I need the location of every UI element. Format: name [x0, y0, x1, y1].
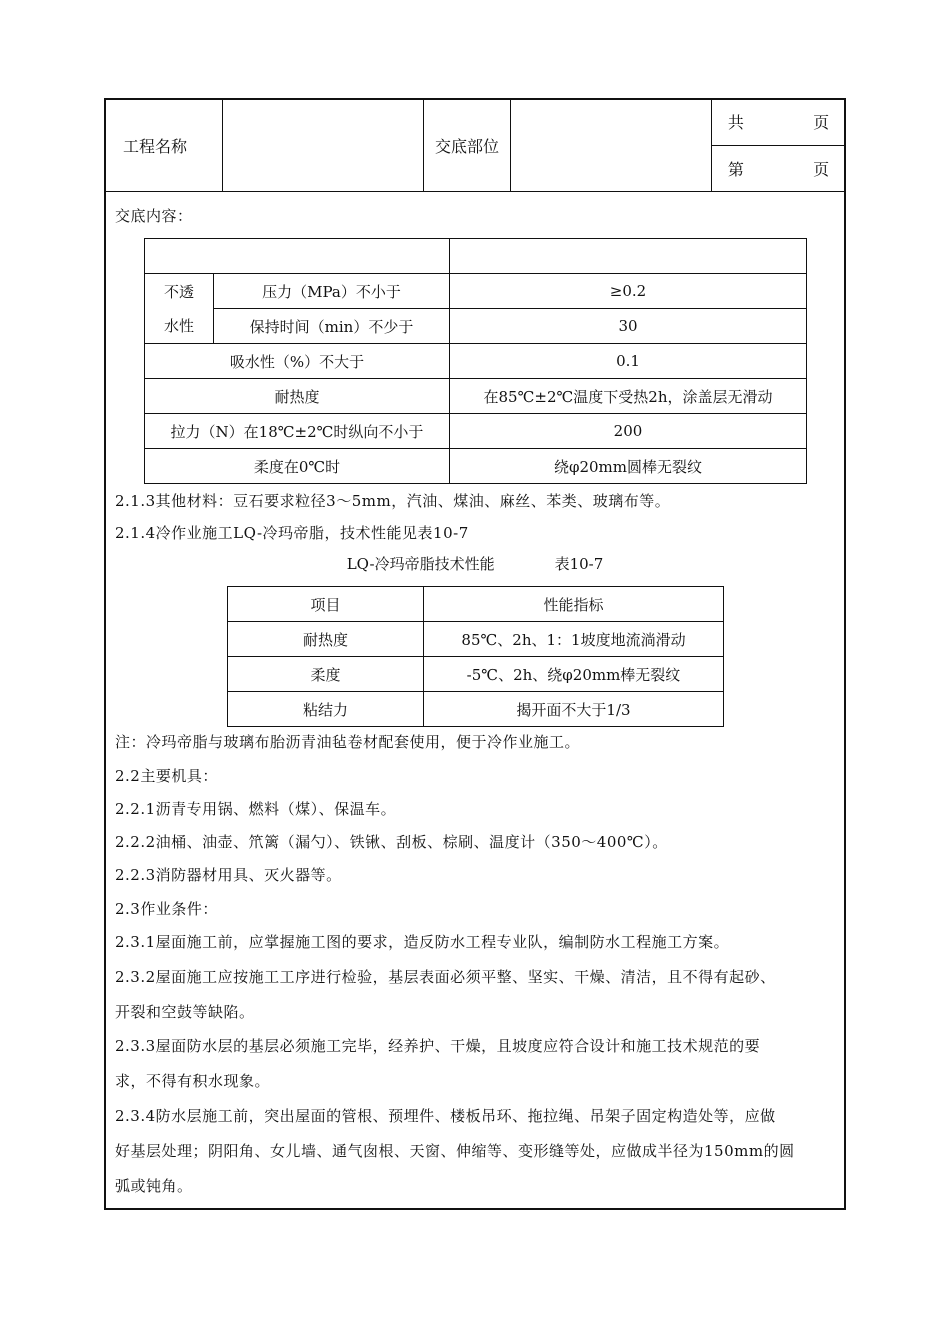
page-prefix: 第	[727, 159, 744, 179]
project-name-label: 工程名称	[105, 99, 223, 192]
para-2-1-4: 2.1.4冷作业施工LQ-冷玛帝脂，技术性能见表10-7	[115, 524, 469, 542]
table2-item: 粘结力	[228, 692, 424, 727]
table2-col-item: 项目	[228, 587, 424, 622]
table1-value: 200	[450, 414, 807, 449]
total-pages-prefix: 共	[727, 113, 744, 133]
body-line: 2.2主要机具：	[115, 767, 218, 785]
body-line: 2.3.1屋面施工前，应掌握施工图的要求，造反防水工程专业队，编制防水工程施工方案。	[115, 933, 730, 951]
table2-caption	[0, 553, 950, 574]
table-row	[145, 344, 807, 379]
impermeability-label-line2: 水性	[163, 316, 194, 335]
table2-caption-number: 表10-7	[554, 555, 604, 573]
table-header-row	[228, 587, 724, 622]
body-line: 2.2.2油桶、油壶、笊篱（漏勺）、铁锹、刮板、棕刷、温度计（350～400℃）。	[115, 833, 668, 851]
total-pages-cell	[712, 99, 846, 146]
body-line: 2.3.4防水层施工前，突出屋面的管根、预埋件、楼板吊环、拖拉绳、吊架子固定构造处等，应做	[115, 1107, 776, 1125]
body-line: 弧或钝角。	[115, 1177, 193, 1195]
body-line: 求，不得有积水现象。	[115, 1072, 271, 1090]
table2-item: 柔度	[228, 657, 424, 692]
table1-item: 保持时间（min）不少于	[214, 309, 450, 344]
table-row	[145, 309, 807, 344]
table2-value: 揭开面不大于1/3	[424, 692, 724, 727]
table1-item: 吸水性（%）不大于	[145, 344, 450, 379]
table2-value: -5℃、2h、绕φ20mm棒无裂纹	[424, 657, 724, 692]
handover-position-label: 交底部位	[424, 99, 511, 192]
body-line: 好基层处理；阴阳角、女儿墙、通气囱根、天窗、伸缩等、变形缝等处，应做成半径为150mm的圆	[115, 1142, 795, 1160]
cold-mastic-table	[227, 586, 724, 727]
table2-caption-title: LQ-冷玛帝脂技术性能	[346, 555, 495, 573]
body-line: 2.3.3屋面防水层的基层必须施工完毕，经养护、干燥，且坡度应符合设计和施工技术规范的要	[115, 1037, 761, 1055]
body-line: 2.2.3消防器材用具、灭火器等。	[115, 866, 342, 884]
header-table	[104, 98, 846, 192]
note: 注：冷玛帝脂与玻璃布胎沥青油毡卷材配套使用，便于冷作业施工。	[115, 733, 581, 751]
table1-value: 30	[450, 309, 807, 344]
page-suffix: 页	[813, 159, 830, 179]
table1-item: 柔度在0℃时	[145, 449, 450, 484]
table-row	[145, 414, 807, 449]
table-row	[145, 379, 807, 414]
page-number-cell	[712, 145, 846, 192]
body-line: 2.3.2屋面施工应按施工工序进行检验，基层表面必须平整、坚实、干燥、清洁，且不得有起砂、	[115, 968, 776, 986]
table1-item: 压力（MPa）不小于	[214, 274, 450, 309]
body-line: 2.2.1沥青专用锅、燃料（煤）、保温车。	[115, 800, 397, 818]
table2-value: 85℃、2h、1：1坡度地流淌滑动	[424, 622, 724, 657]
table1-value: 在85℃±2℃温度下受热2h，涂盖层无滑动	[450, 379, 807, 414]
table1-item: 耐热度	[145, 379, 450, 414]
para-2-1-3: 2.1.3其他材料：豆石要求粒径3～5mm，汽油、煤油、麻丝、苯类、玻璃布等。	[115, 492, 671, 510]
table-row	[228, 657, 724, 692]
table1-value: 绕φ20mm圆棒无裂纹	[450, 449, 807, 484]
body-line: 开裂和空鼓等缺陷。	[115, 1003, 255, 1021]
table2-item: 耐热度	[228, 622, 424, 657]
table-row	[228, 622, 724, 657]
table-row	[228, 692, 724, 727]
content-label: 交底内容：	[115, 207, 193, 225]
impermeability-label-line1: 不透	[163, 282, 194, 301]
project-name-value	[223, 99, 424, 192]
impermeability-label	[145, 274, 214, 344]
table1-item: 拉力（N）在18℃±2℃时纵向不小于	[145, 414, 450, 449]
table1-value: ≥0.2	[450, 274, 807, 309]
table2-col-value: 性能指标	[424, 587, 724, 622]
body-line: 2.3作业条件：	[115, 900, 218, 918]
table1-header-left	[145, 239, 450, 274]
table1-header-right	[450, 239, 807, 274]
material-spec-table	[144, 238, 807, 484]
table1-value: 0.1	[450, 344, 807, 379]
table-row	[145, 274, 807, 309]
handover-position-value	[511, 99, 712, 192]
table-row	[145, 449, 807, 484]
total-pages-suffix: 页	[813, 113, 830, 133]
